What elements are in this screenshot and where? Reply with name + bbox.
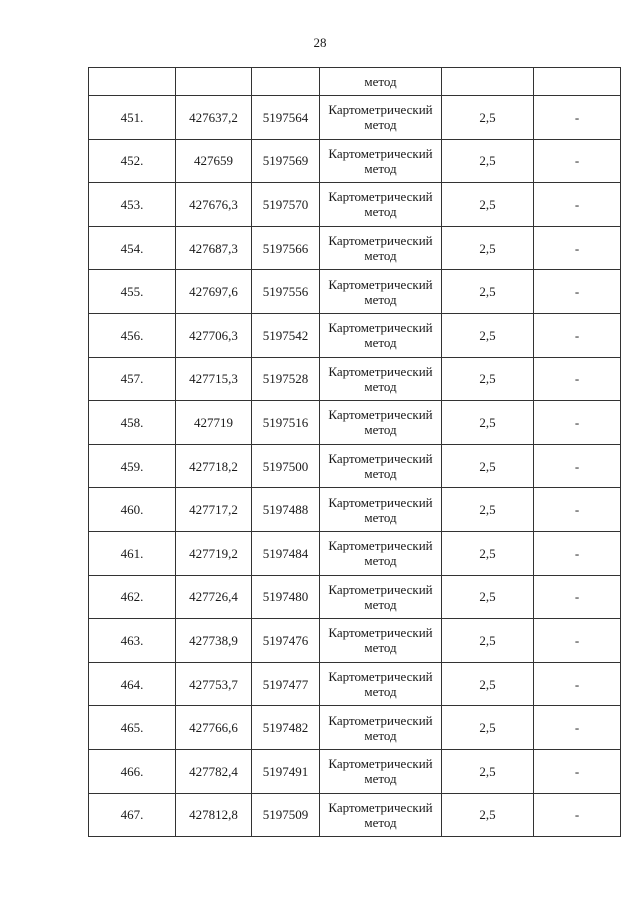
cell-number: 462. bbox=[89, 575, 176, 619]
table-row bbox=[89, 706, 621, 750]
cell-x: 427676,3 bbox=[176, 183, 252, 227]
cell-y: 5197516 bbox=[252, 401, 320, 445]
cell-note: - bbox=[534, 488, 621, 532]
cell-method bbox=[320, 401, 442, 445]
table-row bbox=[89, 575, 621, 619]
table-row bbox=[89, 749, 621, 793]
cell-accuracy: 2,5 bbox=[442, 575, 534, 619]
method-line: Картометрический bbox=[328, 189, 433, 205]
cell-y: 5197528 bbox=[252, 357, 320, 401]
cell-number: 452. bbox=[89, 139, 176, 183]
cell-method bbox=[320, 226, 442, 270]
method-line: Картометрический bbox=[328, 538, 433, 554]
cell-note: - bbox=[534, 401, 621, 445]
method-line: метод bbox=[364, 117, 397, 133]
cell-accuracy: 2,5 bbox=[442, 706, 534, 750]
table-row bbox=[89, 531, 621, 575]
cell-number: 458. bbox=[89, 401, 176, 445]
cell-number: 453. bbox=[89, 183, 176, 227]
cell-method bbox=[320, 749, 442, 793]
cell-number: 451. bbox=[89, 96, 176, 140]
cell-note: - bbox=[534, 444, 621, 488]
method-line: метод bbox=[364, 466, 397, 482]
cell-method bbox=[320, 662, 442, 706]
table-row bbox=[89, 488, 621, 532]
cell-accuracy: 2,5 bbox=[442, 357, 534, 401]
cell-method bbox=[320, 444, 442, 488]
cell-accuracy: 2,5 bbox=[442, 619, 534, 663]
method-line: метод bbox=[364, 248, 397, 264]
cell-x: 427766,6 bbox=[176, 706, 252, 750]
cell-number: 467. bbox=[89, 793, 176, 837]
cell-y: 5197569 bbox=[252, 139, 320, 183]
cell-number: 454. bbox=[89, 226, 176, 270]
cell-method bbox=[320, 575, 442, 619]
method-line: метод bbox=[364, 684, 397, 700]
cell-number: 465. bbox=[89, 706, 176, 750]
method-line: Картометрический bbox=[328, 276, 433, 292]
table-row bbox=[89, 619, 621, 663]
cell-x: 427717,2 bbox=[176, 488, 252, 532]
cell-note bbox=[534, 68, 621, 96]
cell-y: 5197480 bbox=[252, 575, 320, 619]
method-line: метод bbox=[364, 378, 397, 394]
cell-accuracy: 2,5 bbox=[442, 793, 534, 837]
cell-method bbox=[320, 488, 442, 532]
method-line: Картометрический bbox=[328, 756, 433, 772]
method-line: Картометрический bbox=[328, 407, 433, 423]
method-line: Картометрический bbox=[328, 320, 433, 336]
cell-number: 461. bbox=[89, 531, 176, 575]
cell-x: 427719 bbox=[176, 401, 252, 445]
cell-y: 5197482 bbox=[252, 706, 320, 750]
coordinates-table bbox=[88, 67, 621, 837]
cell-y: 5197477 bbox=[252, 662, 320, 706]
method-line: метод bbox=[364, 727, 397, 743]
table-row bbox=[89, 226, 621, 270]
table-row bbox=[89, 444, 621, 488]
cell-accuracy: 2,5 bbox=[442, 183, 534, 227]
cell-accuracy: 2,5 bbox=[442, 226, 534, 270]
cell-note: - bbox=[534, 531, 621, 575]
cell-x: 427726,4 bbox=[176, 575, 252, 619]
cell-note: - bbox=[534, 270, 621, 314]
cell-number: 466. bbox=[89, 749, 176, 793]
table-row bbox=[89, 793, 621, 837]
method-line: Картометрический bbox=[328, 799, 433, 815]
cell-y: 5197500 bbox=[252, 444, 320, 488]
cell-x: 427812,8 bbox=[176, 793, 252, 837]
table-row bbox=[89, 357, 621, 401]
cell-accuracy: 2,5 bbox=[442, 531, 534, 575]
method-line: Картометрический bbox=[328, 625, 433, 641]
cell-number bbox=[89, 68, 176, 96]
cell-y: 5197566 bbox=[252, 226, 320, 270]
method-line: метод bbox=[364, 814, 397, 830]
cell-x: 427738,9 bbox=[176, 619, 252, 663]
method-line: Картометрический bbox=[328, 581, 433, 597]
cell-y: 5197476 bbox=[252, 619, 320, 663]
cell-note: - bbox=[534, 749, 621, 793]
cell-note: - bbox=[534, 96, 621, 140]
method-line: Картометрический bbox=[328, 494, 433, 510]
method-line: метод bbox=[364, 553, 397, 569]
cell-method bbox=[320, 531, 442, 575]
table-row bbox=[89, 139, 621, 183]
cell-number: 459. bbox=[89, 444, 176, 488]
cell-method bbox=[320, 706, 442, 750]
cell-x: 427637,2 bbox=[176, 96, 252, 140]
method-line: метод bbox=[364, 509, 397, 525]
cell-accuracy: 2,5 bbox=[442, 313, 534, 357]
cell-method bbox=[320, 357, 442, 401]
cell-x: 427687,3 bbox=[176, 226, 252, 270]
cell-accuracy: 2,5 bbox=[442, 749, 534, 793]
cell-accuracy: 2,5 bbox=[442, 401, 534, 445]
cell-x: 427659 bbox=[176, 139, 252, 183]
cell-y: 5197564 bbox=[252, 96, 320, 140]
cell-y: 5197509 bbox=[252, 793, 320, 837]
cell-method bbox=[320, 793, 442, 837]
cell-y: 5197484 bbox=[252, 531, 320, 575]
cell-note: - bbox=[534, 183, 621, 227]
continuation-row bbox=[89, 68, 621, 96]
table-row bbox=[89, 662, 621, 706]
table-row bbox=[89, 183, 621, 227]
cell-x: 427706,3 bbox=[176, 313, 252, 357]
table-row bbox=[89, 401, 621, 445]
method-line: метод bbox=[364, 422, 397, 438]
cell-note: - bbox=[534, 139, 621, 183]
cell-note: - bbox=[534, 226, 621, 270]
cell-method bbox=[320, 270, 442, 314]
cell-x: 427697,6 bbox=[176, 270, 252, 314]
method-line: метод bbox=[364, 596, 397, 612]
cell-note: - bbox=[534, 793, 621, 837]
cell-method bbox=[320, 313, 442, 357]
method-line: метод bbox=[364, 640, 397, 656]
method-line: Картометрический bbox=[328, 102, 433, 118]
table-row bbox=[89, 96, 621, 140]
cell-x: 427782,4 bbox=[176, 749, 252, 793]
cell-x: 427718,2 bbox=[176, 444, 252, 488]
cell-y bbox=[252, 68, 320, 96]
cell-number: 457. bbox=[89, 357, 176, 401]
method-line: метод bbox=[364, 335, 397, 351]
cell-y: 5197542 bbox=[252, 313, 320, 357]
cell-number: 455. bbox=[89, 270, 176, 314]
cell-y: 5197570 bbox=[252, 183, 320, 227]
cell-method bbox=[320, 96, 442, 140]
cell-x: 427753,7 bbox=[176, 662, 252, 706]
method-line: метод bbox=[364, 160, 397, 176]
method-line: Картометрический bbox=[328, 712, 433, 728]
cell-note: - bbox=[534, 706, 621, 750]
cell-number: 464. bbox=[89, 662, 176, 706]
cell-method bbox=[320, 183, 442, 227]
cell-method bbox=[320, 139, 442, 183]
method-line: Картометрический bbox=[328, 363, 433, 379]
cell-x bbox=[176, 68, 252, 96]
cell-accuracy: 2,5 bbox=[442, 488, 534, 532]
cell-method bbox=[320, 619, 442, 663]
method-line: метод bbox=[364, 771, 397, 787]
cell-accuracy: 2,5 bbox=[442, 662, 534, 706]
cell-y: 5197491 bbox=[252, 749, 320, 793]
method-line: Картометрический bbox=[328, 233, 433, 249]
table-body bbox=[89, 68, 621, 837]
cell-x: 427719,2 bbox=[176, 531, 252, 575]
cell-accuracy: 2,5 bbox=[442, 139, 534, 183]
method-line: Картометрический bbox=[328, 145, 433, 161]
cell-method: метод bbox=[320, 68, 442, 96]
cell-note: - bbox=[534, 357, 621, 401]
cell-number: 456. bbox=[89, 313, 176, 357]
table-row bbox=[89, 270, 621, 314]
method-line: метод bbox=[364, 291, 397, 307]
cell-note: - bbox=[534, 662, 621, 706]
method-line: метод bbox=[364, 204, 397, 220]
cell-accuracy: 2,5 bbox=[442, 444, 534, 488]
cell-accuracy: 2,5 bbox=[442, 96, 534, 140]
table-row bbox=[89, 313, 621, 357]
method-line: Картометрический bbox=[328, 451, 433, 467]
cell-note: - bbox=[534, 619, 621, 663]
cell-number: 463. bbox=[89, 619, 176, 663]
cell-x: 427715,3 bbox=[176, 357, 252, 401]
cell-note: - bbox=[534, 313, 621, 357]
page-number: 28 bbox=[313, 35, 327, 50]
cell-accuracy: 2,5 bbox=[442, 270, 534, 314]
cell-y: 5197556 bbox=[252, 270, 320, 314]
method-line: Картометрический bbox=[328, 669, 433, 685]
cell-note: - bbox=[534, 575, 621, 619]
cell-number: 460. bbox=[89, 488, 176, 532]
cell-accuracy bbox=[442, 68, 534, 96]
cell-y: 5197488 bbox=[252, 488, 320, 532]
